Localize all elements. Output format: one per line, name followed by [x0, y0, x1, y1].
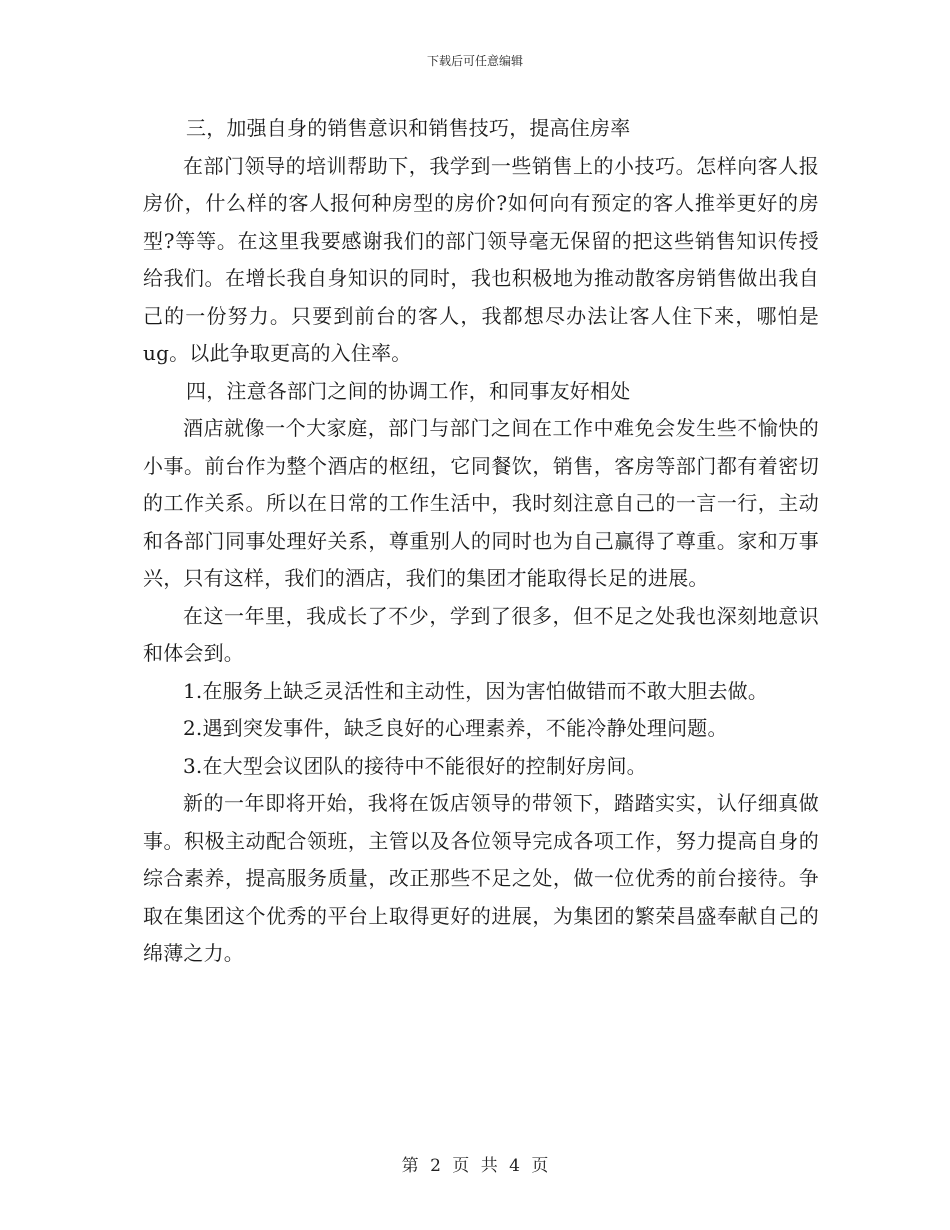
paragraph-coordination: 酒店就像一个大家庭，部门与部门之间在工作中难免会发生些不愉快的小事。前台作为整个酒店的枢纽，它同餐饮，销售，客房等部门都有着密切的工作关系。所以在日常的工作生活中，我时刻注意自己的一言一行，主动和各部门同事处理好关系，尊重别人的同时也为自己赢得了尊重。家和万事兴，只有这样，我们的酒店，我们的集团才能取得长足的进展。	[143, 416, 819, 590]
section-heading-3: 三，加强自身的销售意识和销售技巧，提高住房率	[186, 116, 631, 140]
paragraph-sales-skills: 在部门领导的培训帮助下，我学到一些销售上的小技巧。怎样向客人报房价，什么样的客人报何种房型的房价?如何向有预定的客人推举更好的房型?等等。在这里我要感谢我们的部门领导毫无保留的把这些销售知识传授给我们。在增长我自身知识的同时，我也积极地为推动散客房销售做出我自己的一份努力。只要到前台的客人，我都想尽办法让客人住下来，哪怕是ug。以此争取更高的入住率。	[143, 153, 819, 365]
list-item-shortcoming-3: 3.在大型会议团队的接待中不能很好的控制好房间。	[183, 753, 647, 778]
page-header-note: 下载后可任意编辑	[426, 54, 523, 68]
list-item-shortcoming-1: 1.在服务上缺乏灵活性和主动性，因为害怕做错而不敢大胆去做。	[183, 678, 769, 703]
paragraph-reflection: 在这一年里，我成长了不少，学到了很多，但不足之处我也深刻地意识和体会到。	[143, 603, 819, 665]
section-heading-4: 四，注意各部门之间的协调工作，和同事友好相处	[186, 378, 631, 403]
list-item-shortcoming-2: 2.遇到突发事件，缺乏良好的心理素养，不能冷静处理问题。	[183, 716, 728, 740]
paragraph-new-year-plan: 新的一年即将开始，我将在饭店领导的带领下，踏踏实实，认仔细真做事。积极主动配合领班，主管以及各位领导完成各项工作，努力提高自身的综合素养，提高服务质量，改正那些不足之处，做一位优秀的前台接待。争取在集团这个优秀的平台上取得更好的进展，为集团的繁荣昌盛奉献自己的绵薄之力。	[143, 791, 819, 965]
page-number-footer: 第 2 页 共 4 页	[401, 1156, 549, 1176]
document-body	[143, 110, 819, 973]
